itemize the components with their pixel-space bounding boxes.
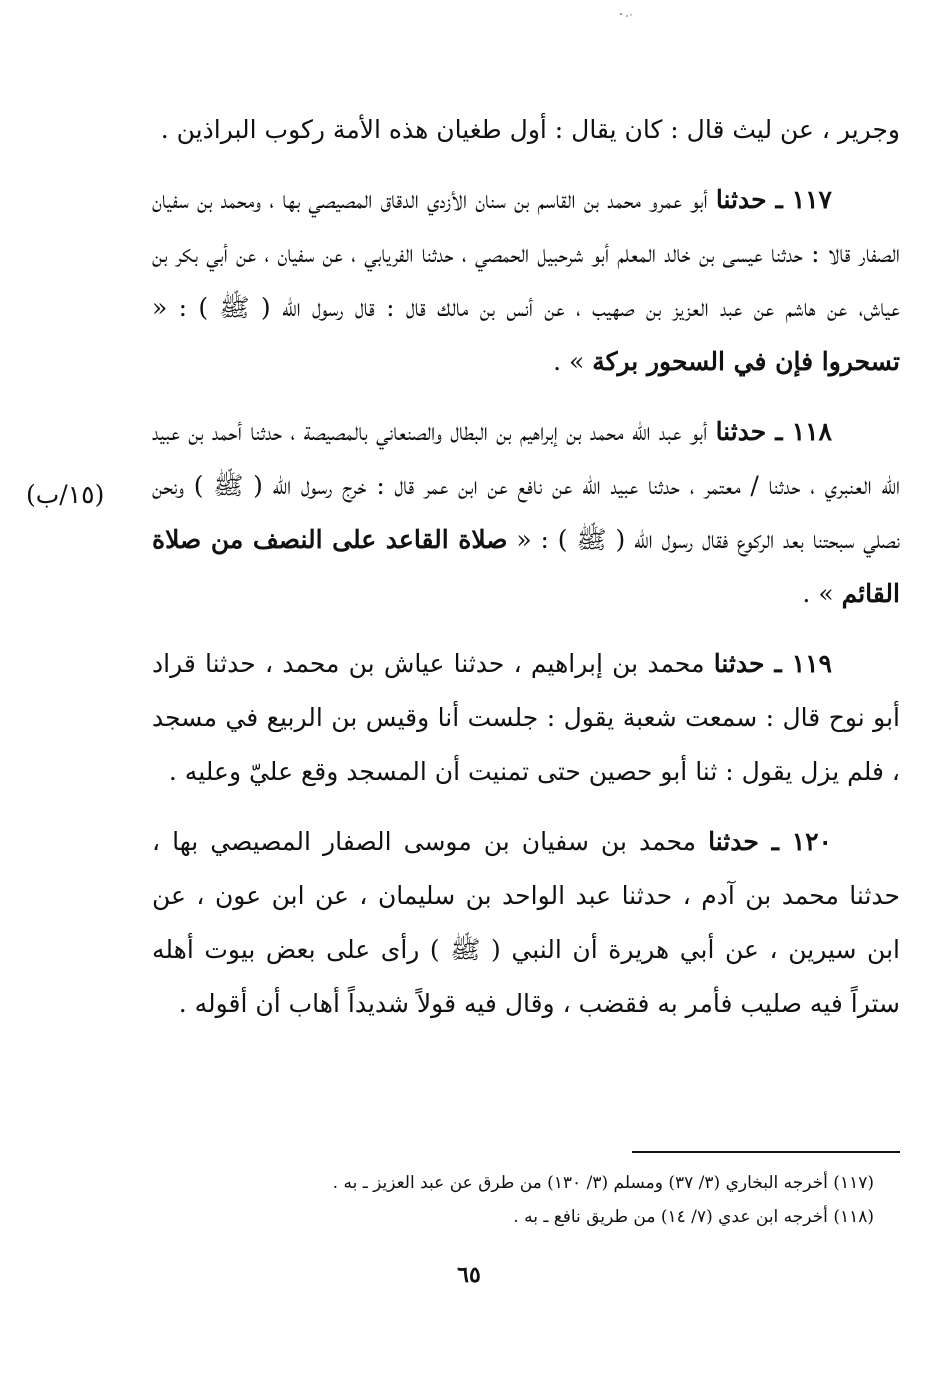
hadith-119 bbox=[152, 637, 900, 799]
hadith-text-end: » . bbox=[802, 579, 842, 608]
hadith-number: ١١٧ ـ حدثنا bbox=[715, 185, 832, 214]
hadith-matn-bold: صلاة القاعد على النصف من صلاة القائم bbox=[152, 525, 900, 608]
manuscript-folio-note: (١٥/ب) bbox=[26, 480, 105, 509]
page-number: ٦٥ bbox=[457, 1262, 481, 1288]
lead-paragraph: وجرير ، عن ليث قال : كان يقال : أول طغيان هذه الأمة ركوب البراذين . bbox=[160, 115, 900, 144]
footnote-separator bbox=[632, 1151, 900, 1153]
scan-speck bbox=[618, 12, 634, 18]
hadith-text: أبو عبد اللّه محمد بن إبراهيم بن البطال والصنعاني بالمصيصة ، حدثنا أحمد بن عبيد اللّه العنبري ، حدثنا / معتمر ، حدثنا عبيد اللّه عن نافع عن ابن عمر قال : خرج رسول اللّه ( ﷺ ) ونحن نصلي سبحتنا بعد الركوع فقال رسول اللّه ( ﷺ ) : « bbox=[152, 417, 900, 554]
footnotes bbox=[154, 1166, 874, 1234]
hadith-text: أبو عمرو محمد بن القاسم بن سنان الأزدي الدقاق المصيصي بها ، ومحمد بن سفيان الصفار قالا : حدثنا عيسى بن خالد المعلم أبو شرحبيل الحمصي ، حدثنا الفريابي ، عن سفيان ، عن أبي بكر بن عياش، عن هاشم عن عبد العزيز بن صهيب ، عن أنس بن مالك قال : قال رسول اللّه ( ﷺ ) : « bbox=[152, 185, 900, 322]
footnote-117: (١١٧) أخرجه البخاري (٣/ ٣٧) ومسلم (٣/ ١٣٠) من طرق عن عبد العزيز ـ به . bbox=[332, 1173, 874, 1193]
hadith-text: محمد بن سفيان بن موسى الصفار المصيصي بها ، حدثنا محمد بن آدم ، حدثنا عبد الواحد بن سليمان ، عن ابن عون ، عن ابن سيرين ، عن أبي هريرة أن النبي ( ﷺ ) رأى على بعض بيوت أهله ستراً فيه صليب فأمر به فقضب ، وقال فيه قولاً شديداً أهاب أن أقوله . bbox=[152, 827, 900, 1018]
hadith-118 bbox=[152, 405, 900, 621]
hadith-number: ١١٩ ـ حدثنا bbox=[713, 649, 832, 678]
hadith-text-end: » . bbox=[553, 347, 593, 376]
hadith-text: محمد بن إبراهيم ، حدثنا عياش بن محمد ، حدثنا قراد أبو نوح قال : سمعت شعبة يقول : جلست أنا وقيس بن الربيع في مسجد ، فلم يزل يقول : ثنا أبو حصين حتى تمنيت أن المسجد وقع عليّ وعليه . bbox=[152, 649, 900, 786]
footnote-118: (١١٨) أخرجه ابن عدي (٧/ ١٤) من طريق نافع ـ به . bbox=[513, 1207, 874, 1227]
hadith-number: ١١٨ ـ حدثنا bbox=[715, 417, 832, 446]
hadith-number: ١٢٠ ـ حدثنا bbox=[708, 827, 832, 856]
hadith-117 bbox=[152, 173, 900, 389]
hadith-120 bbox=[152, 815, 900, 1031]
main-text bbox=[152, 103, 900, 1031]
hadith-matn-bold: تسحروا فإن في السحور بركة bbox=[592, 347, 900, 376]
